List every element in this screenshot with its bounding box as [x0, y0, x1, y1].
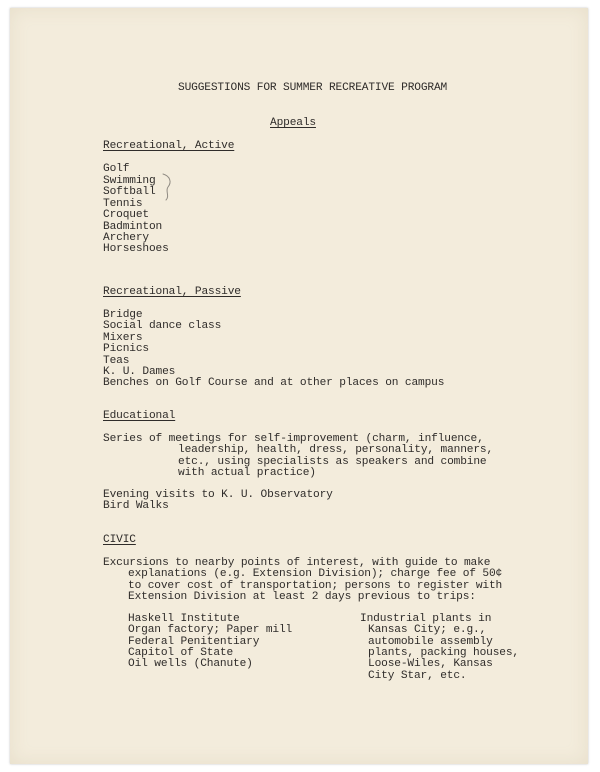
list-item: Tennis [103, 198, 143, 210]
paragraph-line: explanations (e.g. Extension Division); charge fee of 50¢ [128, 568, 503, 580]
paragraph-line: Extension Division at least 2 days previous to trips: [128, 591, 476, 603]
list-item: Capitol of State [128, 647, 234, 659]
paragraph-line: to cover cost of transportation; persons to register with [128, 580, 503, 592]
list-item: Mixers [103, 332, 143, 344]
list-item: Kansas City; e.g., [368, 624, 487, 636]
list-item: Bridge [103, 309, 143, 321]
list-item: Picnics [103, 343, 149, 355]
list-item: Softball [103, 186, 156, 198]
heading-recreational-active: Recreational, Active [103, 140, 235, 152]
list-item: Badminton [103, 221, 163, 233]
list-item: Horseshoes [103, 243, 169, 255]
paragraph-line: Series of meetings for self-improvement (charm, influence, [103, 433, 484, 445]
list-item: Croquet [103, 209, 149, 221]
list-item: Bird Walks [103, 500, 169, 512]
paragraph-line: Excursions to nearby points of interest, with guide to make [103, 557, 491, 569]
document-title: SUGGESTIONS FOR SUMMER RECREATIVE PROGRAM [178, 82, 448, 94]
list-item: Benches on Golf Course and at other places on campus [103, 377, 445, 389]
list-item: Golf [103, 163, 130, 175]
list-item: K. U. Dames [103, 366, 176, 378]
paragraph-line: etc., using specialists as speakers and combine [178, 456, 487, 468]
list-item: Oil wells (Chanute) [128, 658, 253, 670]
list-item: Social dance class [103, 320, 222, 332]
list-item: Swimming [103, 175, 156, 187]
heading-civic: CIVIC [103, 534, 136, 546]
list-item: plants, packing houses, [368, 647, 519, 659]
pencil-mark-icon [160, 172, 176, 202]
list-item: Archery [103, 232, 149, 244]
paragraph-line: leadership, health, dress, personality, manners, [178, 444, 494, 456]
list-item: Industrial plants in [360, 613, 492, 625]
list-item: Federal Penitentiary [128, 636, 260, 648]
paragraph-line: with actual practice) [178, 467, 316, 479]
list-item: Teas [103, 355, 130, 367]
list-item: Loose-Wiles, Kansas [368, 658, 493, 670]
list-item: Organ factory; Paper mill [128, 624, 293, 636]
list-item: City Star, etc. [368, 670, 467, 682]
heading-recreational-passive: Recreational, Passive [103, 286, 241, 298]
list-item: automobile assembly [368, 636, 493, 648]
list-item: Haskell Institute [128, 613, 240, 625]
heading-educational: Educational [103, 410, 176, 422]
list-item: Evening visits to K. U. Observatory [103, 489, 333, 501]
section-subtitle-appeals: Appeals [270, 117, 316, 129]
